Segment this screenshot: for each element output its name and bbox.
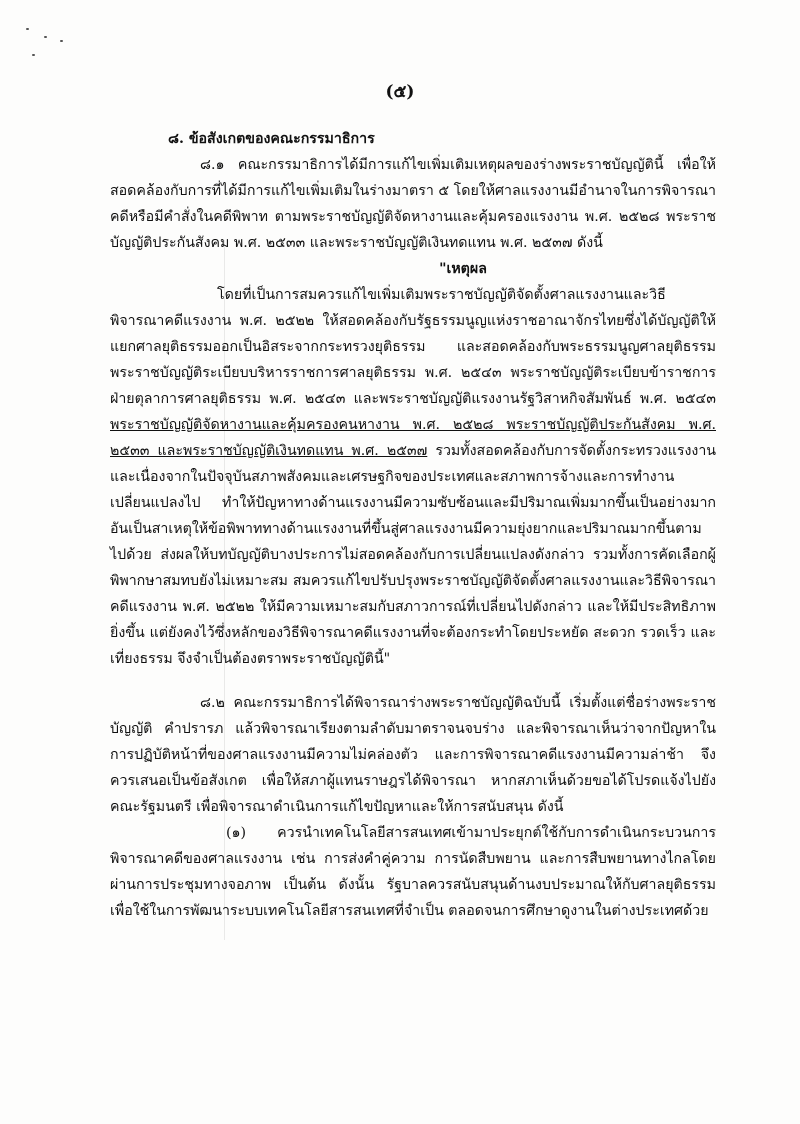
scan-speck <box>44 36 47 38</box>
paragraph-gap <box>110 672 716 690</box>
reason-text-underlined: พระราชบัญญัติจัดหางานและคุ้มครองคนหางาน พ.ศ. ๒๕๒๘ พระราชบัญญัติประกันสังคม พ.ศ. ๒๕๓๓ และพระราชบัญญัติเงินทดแทน พ.ศ. ๒๕๓๗ <box>110 417 716 459</box>
scan-speck <box>32 54 35 56</box>
reason-paragraph <box>110 282 716 672</box>
scan-speck <box>60 40 63 42</box>
paragraph-8-1: ๘.๑ คณะกรรมาธิการได้มีการแก้ไขเพิ่มเติมเหตุผลของร่างพระราชบัญญัตินี้ เพื่อให้สอดคล้องกับการที่ได้มีการแก้ไขเพิ่มเติมในร่างมาตรา ๕ โดยให้ศาลแรงงานมีอำนาจในการพิจารณาคดีหรือมีคำสั่งในคดีพิพาท ตามพระราชบัญญัติจัดหางานและคุ้มครองแรงงาน พ.ศ. ๒๕๒๘ พระราชบัญญัติประกันสังคม พ.ศ. ๒๕๓๓ และพระราชบัญญัติเงินทดแทน พ.ศ. ๒๕๓๗ ดังนี้ <box>110 157 716 251</box>
scan-speck <box>26 28 29 30</box>
paragraph-8-2: ๘.๒ คณะกรรมาธิการได้พิจารณาร่างพระราชบัญญัติฉบับนี้ เริ่มตั้งแต่ชื่อร่างพระราชบัญญัติ คำปรารภ แล้วพิจารณาเรียงตามลำดับมาตราจนจบร่าง และพิจารณาเห็นว่าจากปัญหาในการปฏิบัติหน้าที่ของศาลแรงงานมีความไม่คล่องตัว และการพิจารณาคดีแรงงานมีความล่าช้า จึงควรเสนอเป็นข้อสังเกต เพื่อให้สภาผู้แทนราษฎรได้พิจารณา หากสภาเห็นด้วยขอได้โปรดแจ้งไปยังคณะรัฐมนตรี เพื่อพิจารณาดำเนินการแก้ไขปัญหาและให้การสนับสนุน ดังนี้ <box>110 695 716 815</box>
reason-heading: "เหตุผล <box>439 261 487 277</box>
reason-text-part1: โดยที่เป็นการสมควรแก้ไขเพิ่มเติมพระราชบัญญัติจัดตั้งศาลแรงงานและวิธีพิจารณาคดีแรงงาน พ.ศ. ๒๕๒๒ ให้สอดคล้องกับรัฐธรรมนูญแห่งราชอาณาจักรไทยซึ่งได้บัญญัติให้แยกศาลยุติธรรมออกเป็นอิสระจากกระทรวงยุติธรรม และสอดคล้องกับพระธรรมนูญศาลยุติธรรม พระราชบัญญัติระเบียบบริหารราชการศาลยุติธรรม พ.ศ. ๒๕๔๓ พระราชบัญญัติระเบียบข้าราชการฝ่ายตุลาการศาลยุติธรรม พ.ศ. ๒๕๔๓ และพระราชบัญญัติแรงงานรัฐวิสาหกิจสัมพันธ์ พ.ศ. ๒๕๔๓ <box>110 287 716 407</box>
section-heading: ๘. ข้อสังเกตของคณะกรรมาธิการ <box>168 131 375 147</box>
document-body <box>110 126 716 924</box>
paragraph-8-2-sub1: (๑) ควรนำเทคโนโลยีสารสนเทศเข้ามาประยุกต์ใช้กับการดำเนินกระบวนการพิจารณาคดีของศาลแรงงาน เช่น การส่งคำคู่ความ การนัดสืบพยาน และการสืบพยานทางไกลโดยผ่านการประชุมทางจอภาพ เป็นต้น ดังนั้น รัฐบาลควรสนับสนุนด้านงบประมาณให้กับศาลยุติธรรม เพื่อใช้ในการพัฒนาระบบเทคโนโลยีสารสนเทศที่จำเป็น ตลอดจนการศึกษาดูงานในต่างประเทศด้วย <box>110 825 716 919</box>
reason-text-part2: รวมทั้งสอดคล้องกับการจัดตั้งกระทรวงแรงงาน และเนื่องจากในปัจจุบันสภาพสังคมและเศรษฐกิจของประเทศและสภาพการจ้างและการทำงานเปลี่ยนแปลงไป ทำให้ปัญหาทางด้านแรงงานมีความซับซ้อนและมีปริมาณเพิ่มมากขึ้นเป็นอย่างมาก อันเป็นสาเหตุให้ข้อพิพาททางด้านแรงงานที่ขึ้นสู่ศาลแรงงานมีความยุ่งยากและปริมาณมากขึ้นตามไปด้วย ส่งผลให้บทบัญญัติบางประการไม่สอดคล้องกับการเปลี่ยนแปลงดังกล่าว รวมทั้งการคัดเลือกผู้พิพากษาสมทบยังไม่เหมาะสม สมควรแก้ไขปรับปรุงพระราชบัญญัติจัดตั้งศาลแรงงานและวิธีพิจารณาคดีแรงงาน พ.ศ. ๒๕๒๒ ให้มีความเหมาะสมกับสภาวการณ์ที่เปลี่ยนไปดังกล่าว และให้มีประสิทธิภาพยิ่งขึ้น แต่ยังคงไว้ซึ่งหลักของวิธีพิจารณาคดีแรงงานที่จะต้องกระทำโดยประหยัด สะดวก รวดเร็ว และเที่ยงธรรม จึงจำเป็นต้องตราพระราชบัญญัตินี้" <box>110 443 716 667</box>
page-number: (๕) <box>385 82 415 102</box>
